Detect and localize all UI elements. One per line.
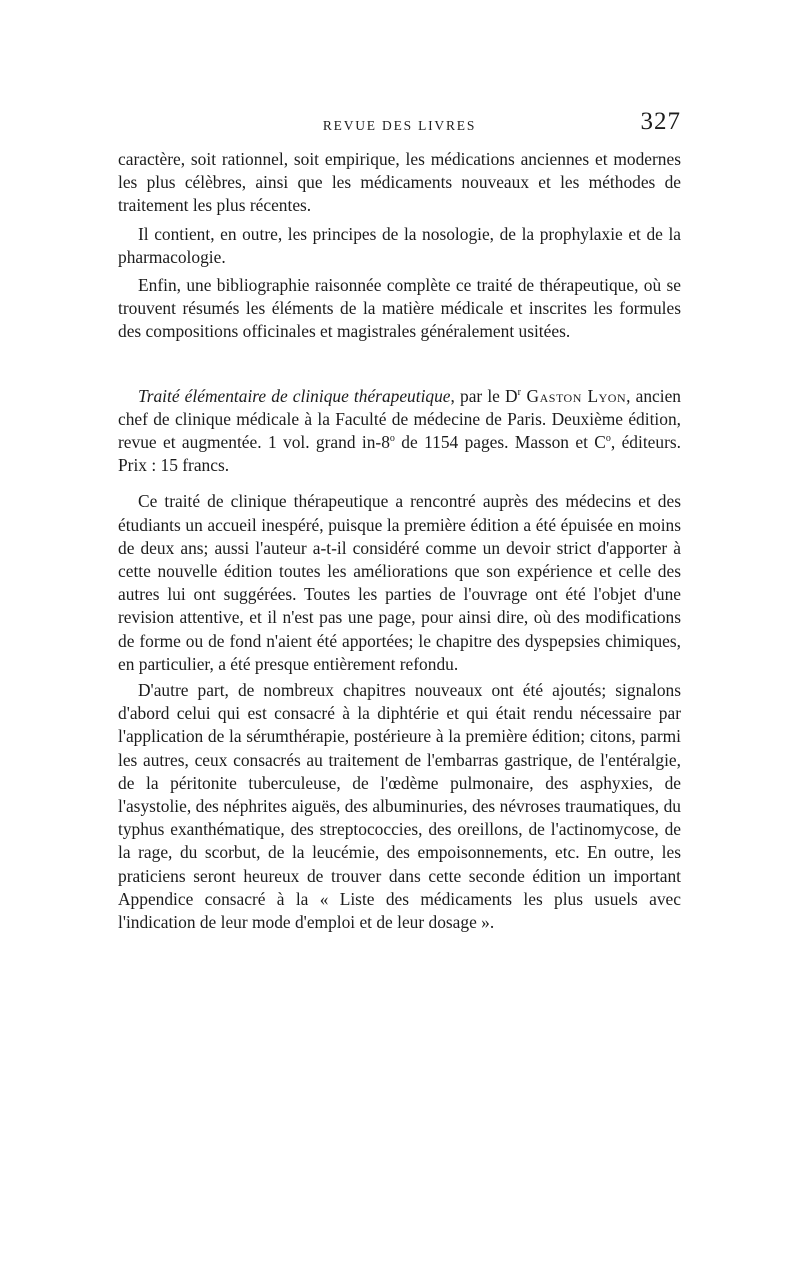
citation-pages: de 1154 pages. Masson et C bbox=[394, 432, 606, 453]
paragraph-bibliography: Enfin, une bibliographie raisonnée complète ce traité de thérapeutique, où se trouvent résumés les éléments de la matière médicale et inscrites les formules des compositions officinales et magistrales généralement usitées. bbox=[118, 275, 681, 342]
author-name: Gaston Lyon bbox=[520, 385, 627, 406]
paragraph-contents: Il contient, en outre, les principes de la nosologie, de la prophylaxie et de la pharmacologie. bbox=[118, 223, 681, 267]
running-head bbox=[118, 108, 681, 148]
citation-details: , ancien chef de clinique médicale à la Faculté de médecine de Paris. Deuxième édition, revue et augmentée. 1 vol. grand in-8 bbox=[118, 385, 681, 453]
book-title: Traité élémentaire de clinique thérapeutique bbox=[138, 385, 451, 406]
company-superscript: o bbox=[605, 433, 611, 445]
running-title: REVUE DES LIVRES bbox=[322, 118, 477, 133]
book-review-citation bbox=[118, 385, 681, 478]
book-page bbox=[118, 108, 681, 934]
format-superscript: o bbox=[389, 433, 395, 445]
paragraph-review-revision: Ce traité de clinique thérapeutique a rencontré auprès des médecins et des étudiants un accueil inespéré, puisque la première édition a été épuisée en moins de deux ans; aussi l'auteur a-t-il considéré comme un devoir strict d'apporter à cette nouvelle édition toutes les améliorations que son expérience et celle des autres lui ont suggérées. Toutes les parties de l'ouvrage ont été l'objet d'une revision attentive, et il n'est pas une page, pour ainsi dire, où des modifications de forme ou de fond n'aient été apportées; le chapitre des dyspepsies chimiques, en particulier, a été presque entièrement refondu. bbox=[118, 491, 681, 674]
page-number: 327 bbox=[640, 108, 681, 135]
citation-publisher-price: , éditeurs. Prix : 15 francs. bbox=[118, 432, 681, 476]
paragraph-continuation: caractère, soit rationnel, soit empirique, les médications anciennes et modernes les plus célèbres, ainsi que les médicaments nouveaux et les méthodes de traitement les plus récentes. bbox=[118, 149, 681, 216]
dr-superscript: r bbox=[517, 386, 521, 398]
paragraph-review-new-chapters: D'autre part, de nombreux chapitres nouveaux ont été ajoutés; signalons d'abord celui qui est consacré à la diphtérie et qui était rendu nécessaire par l'application de la sérumthérapie, postérieure à la première édition; citons, parmi les autres, ceux consacrés au traitement de l'embarras gastrique, de l'entéralgie, de la péritonite tuberculeuse, de l'œdème pulmonaire, des asphyxies, de l'asystolie, des néphrites aiguës, des albuminuries, des névroses traumatiques, du typhus exanthématique, des streptococcies, des oreillons, de l'actinomycose, de la rage, du scorbut, de la leucémie, des empoisonnements, etc. En outre, les praticiens seront heureux de trouver dans cette seconde édition un important Appendice consacré à la « Liste des médicaments les plus usuels avec l'indication de leur mode d'emploi et de leur dosage ». bbox=[118, 680, 681, 933]
by-text: , par le D bbox=[450, 385, 518, 406]
